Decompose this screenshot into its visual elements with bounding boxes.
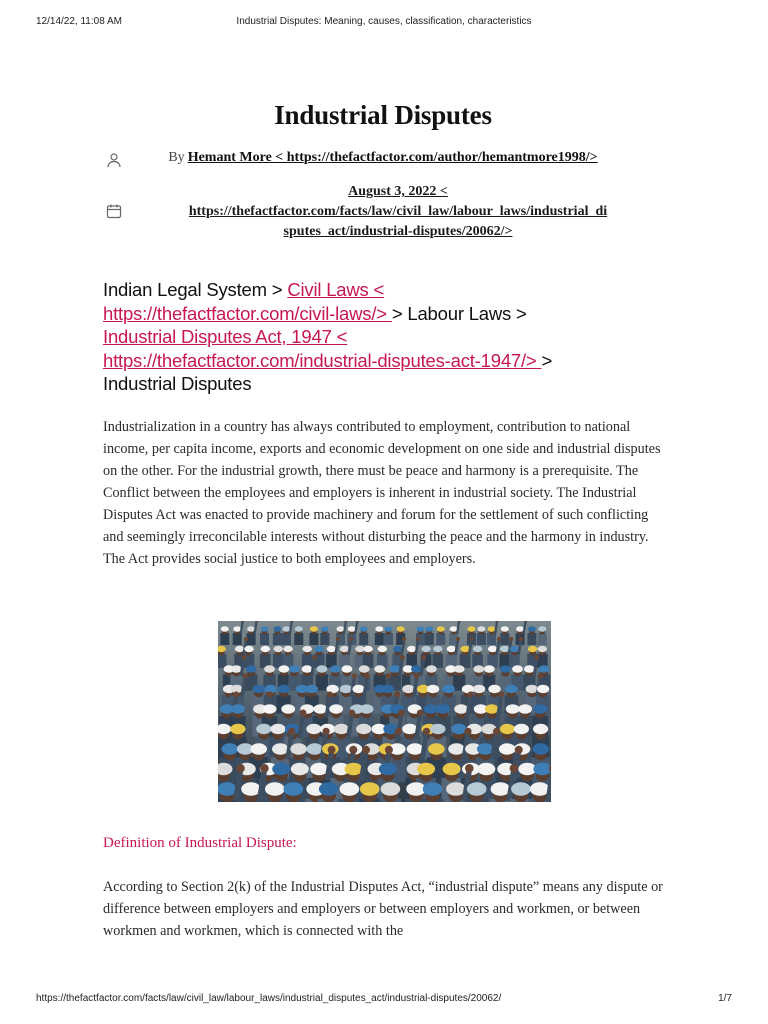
print-header <box>36 16 732 32</box>
print-page-number: 1/7 <box>718 993 732 1004</box>
author-link[interactable]: Hemant More < https://thefactfactor.com/author/hemantmore1998/> <box>187 150 598 165</box>
breadcrumb-link-ida-line-2: https://thefactfactor.com/industrial-disputes-act-1947/> <box>103 349 542 371</box>
breadcrumb-separator: > <box>541 349 553 371</box>
breadcrumb-indian-legal-system: Indian Legal System > <box>103 279 288 300</box>
print-date: 12/14/22, 11:08 AM <box>36 16 122 27</box>
date-link[interactable] <box>133 182 663 242</box>
breadcrumb-link-civil-laws-line-1: Civil Laws < <box>287 279 385 300</box>
author-by-label: By <box>168 150 185 165</box>
date-link-line-3: sputes_act/industrial-disputes/20062/> <box>283 224 513 239</box>
print-doc-title: Industrial Disputes: Meaning, causes, classification, characteristics <box>236 16 532 27</box>
breadcrumb-link-civil-laws-line-2: https://thefactfactor.com/civil-laws/> <box>103 302 392 324</box>
breadcrumb-current-industrial-disputes: Industrial Disputes <box>103 373 252 394</box>
date-link-line-2: https://thefactfactor.com/facts/law/civil_law/labour_laws/industrial_di <box>188 204 608 219</box>
print-footer-url: https://thefactfactor.com/facts/law/civil_law/labour_laws/industrial_disputes_act/industrial-disputes/20062/ <box>36 993 502 1004</box>
definition-paragraph: According to Section 2(k) of the Industrial Disputes Act, “industrial dispute” means any dispute or difference between employers and employers or between employers and workmen, or between workmen and workmen, which is connected with the <box>103 879 663 939</box>
breadcrumb-labour-laws: > Labour Laws > <box>391 302 527 324</box>
calendar-icon <box>106 203 122 219</box>
breadcrumb-link-ida-line-1: Industrial Disputes Act, 1947 < <box>103 326 348 347</box>
breadcrumb <box>103 278 663 396</box>
print-footer <box>36 993 732 1009</box>
breadcrumb-link-industrial-disputes-act[interactable] <box>103 326 541 371</box>
definition-heading: Definition of Industrial Dispute: <box>103 835 297 851</box>
intro-paragraph: Industrialization in a country has always contributed to employment, contribution to national income, per capita income, exports and economic development on one side and industrial disputes on the other. For the industrial growth, there must be peace and harmony is a prerequisite. The Conflict between the employees and employers is inherent in industrial society. The Industrial Disputes Act was enacted to provide machinery and forum for the settlement of such conflicting and seemingly irreconcilable interests without disturbing the peace and the harmony in industry. The Act provides social justice to both employees and employers. <box>103 419 661 567</box>
page-title: Industrial Disputes <box>274 100 492 130</box>
author-line <box>103 150 663 166</box>
date-link-line-1: August 3, 2022 < <box>348 184 448 199</box>
workers-crowd-photo <box>218 621 551 802</box>
